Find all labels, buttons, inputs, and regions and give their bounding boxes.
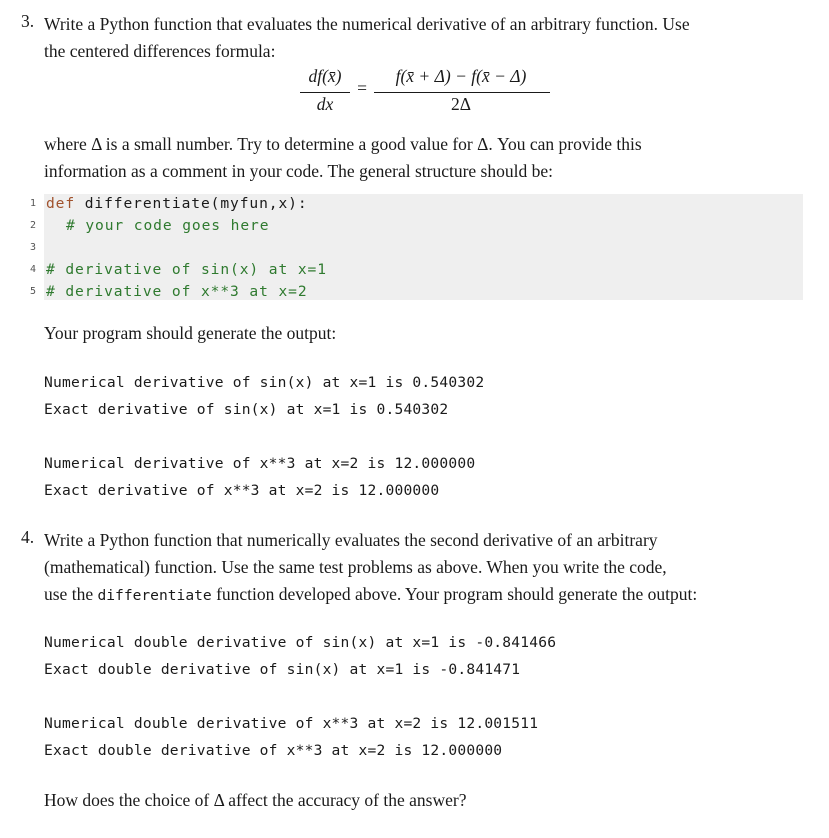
question-3-number: 3. (21, 11, 35, 31)
output-line: Numerical double derivative of sin(x) at x=1 is -0.841466 (44, 634, 557, 651)
formula-equals: = (357, 78, 367, 98)
question-4-text-line-2: (mathematical) function. Use the same test problems as above. When you write the code, (44, 557, 667, 577)
line-number: 3 (29, 242, 36, 253)
centered-difference-formula (300, 66, 570, 122)
line-number: 5 (29, 286, 36, 297)
question-3-after-line-2: information as a comment in your code. The general structure should be: (44, 161, 553, 181)
formula-rhs-fraction-bar (374, 92, 550, 93)
code-keyword-def: def (46, 195, 76, 212)
formula-rhs-denominator: 2Δ (450, 94, 471, 114)
formula-rhs-numerator: f(x̄ + Δ) − f(x̄ − Δ) (395, 66, 527, 86)
line-number: 2 (29, 220, 36, 231)
output-line: Exact derivative of x**3 at x=2 is 12.000000 (44, 482, 440, 499)
question-3-text-line-1: Write a Python function that evaluates the numerical derivative of an arbitrary function. Use (44, 14, 690, 34)
formula-lhs-numerator: df(x̄) (308, 66, 342, 86)
line-3-prefix: use the (44, 584, 98, 604)
output-line: Numerical derivative of sin(x) at x=1 is 0.540302 (44, 374, 485, 391)
formula-lhs-fraction-bar (300, 92, 350, 93)
formula-lhs-denominator: dx (316, 94, 334, 114)
code-function-signature: differentiate(myfun,x): (75, 195, 308, 212)
question-4-text-line-3 (44, 581, 697, 609)
question-4-text-line-1: Write a Python function that numerically evaluates the second derivative of an arbitrary (44, 530, 658, 550)
inline-code-differentiate: differentiate (97, 587, 212, 604)
output-intro: Your program should generate the output: (44, 323, 337, 343)
question-3-after-line-1: where Δ is a small number. Try to determine a good value for Δ. You can provide this (44, 134, 642, 154)
output-line: Numerical double derivative of x**3 at x=2 is 12.001511 (44, 715, 539, 732)
question-3-text-line-2: the centered differences formula: (44, 41, 276, 61)
line-3-suffix: function developed above. Your program should generate the output: (211, 584, 698, 604)
question-4-number: 4. (21, 527, 35, 547)
output-line: Exact double derivative of x**3 at x=2 is 12.000000 (44, 742, 503, 759)
output-line: Exact double derivative of sin(x) at x=1 is -0.841471 (44, 661, 521, 678)
code-line-2-comment: # your code goes here (66, 217, 270, 234)
line-number: 1 (29, 198, 36, 209)
output-line: Exact derivative of sin(x) at x=1 is 0.540302 (44, 401, 449, 418)
code-line-5-comment: # derivative of x**3 at x=2 (46, 283, 308, 300)
closing-question: How does the choice of Δ affect the accuracy of the answer? (44, 790, 467, 810)
code-line-1 (46, 195, 308, 212)
output-line: Numerical derivative of x**3 at x=2 is 12.000000 (44, 455, 476, 472)
line-number: 4 (29, 264, 36, 275)
code-line-4-comment: # derivative of sin(x) at x=1 (46, 261, 327, 278)
